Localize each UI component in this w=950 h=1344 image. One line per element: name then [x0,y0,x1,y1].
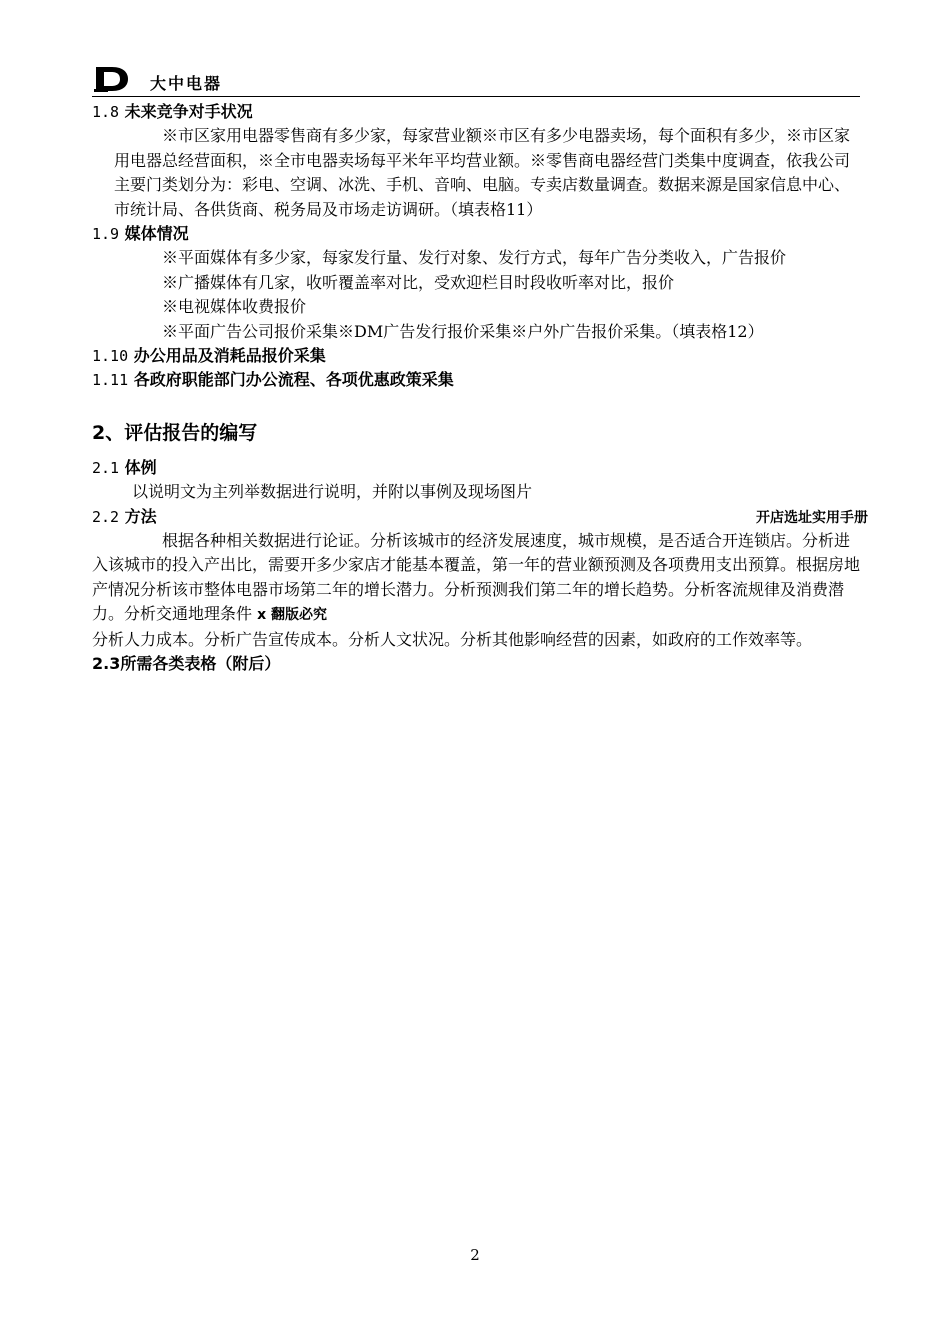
section-number: 1.11 [92,371,129,389]
section-1-9-para-4: ※平面广告公司报价采集※DM广告发行报价采集※户外广告报价采集。（填表格12） [162,321,764,341]
section-1-11-heading [92,368,862,392]
section-1-9-para-3: ※电视媒体收费报价 [162,297,307,316]
section-2-2-body [92,529,862,628]
section-title: 未来竞争对手状况 [124,102,253,121]
section-2-3-heading: 2.3所需各类表格（附后） [92,654,281,673]
page-number: 2 [470,1246,480,1264]
section-2-1-heading [92,456,862,480]
section-title: 媒体情况 [124,224,189,243]
section-number: 1.10 [92,347,129,365]
section-number: 2.2 [92,507,120,526]
watermark-note: x 翻版必究 [257,607,328,623]
side-note: 开店选址实用手册 [756,509,868,526]
section-number: 2.1 [92,459,120,477]
section-number: 1.9 [92,225,120,243]
section-title: 方法 [124,506,157,526]
section-2-2-body-b: 分析人力成本。分析广告宣传成本。分析人文状况。分析其他影响经营的因素，如政府的工作效率等。 [92,629,813,649]
section-number: 1.8 [92,103,120,121]
section-1-9-para-1: ※平面媒体有多少家，每家发行量、发行对象、发行方式，每年广告分类收入，广告报价 [162,248,787,267]
section-2-2-heading [92,505,157,529]
brand-name: 大中电器 [150,74,223,93]
page-header [92,62,860,97]
dazhong-logo-icon [94,66,130,92]
section-2-2-body-a: 根据各种相关数据进行论证。分析该城市的经济发展速度，城市规模，是否适合开连锁店。分析进入该城市的投入产出比，需要开多少家店才能基本覆盖，第一年的营业额预测及各项费用支出预算。根据房地产情况分析该市整体电器市场第二年的增长潜力。分析预测我们第二年的增长趋势。分析客流规律及消费潜力。分析交通地理条件 [92,530,861,623]
section-title: 各政府职能部门办公流程、各项优惠政策采集 [133,370,454,389]
section-1-10-heading [92,344,862,368]
section-2-1-body: 以说明文为主列举数据进行说明，并附以事例及现场图片 [132,482,533,501]
section-title: 办公用品及消耗品报价采集 [133,346,326,365]
document-body [92,100,868,676]
section-1-8-body: ※市区家用电器零售商有多少家，每家营业额※市区有多少电器卖场，每个面积有多少，※市区家用电器总经营面积，※全市电器卖场每平米年平均营业额。※零售商电器经营门类集中度调查，依我公司主要门类划分为：彩电、空调、冰洗、手机、音响、电脑。专卖店数量调查。数据来源是国家信息中心、市统计局、各供货商、税务局及市场走访调研。（填表格11） [114,126,851,219]
chapter-2-heading: 2、评估报告的编写 [92,422,258,444]
section-title: 体例 [124,458,157,477]
section-1-8-heading [92,100,862,124]
section-1-9-para-2: ※广播媒体有几家，收听覆盖率对比，受欢迎栏目时段收听率对比，报价 [162,272,675,292]
section-1-9-heading [92,222,862,246]
section-2-2-heading-row [92,505,868,529]
